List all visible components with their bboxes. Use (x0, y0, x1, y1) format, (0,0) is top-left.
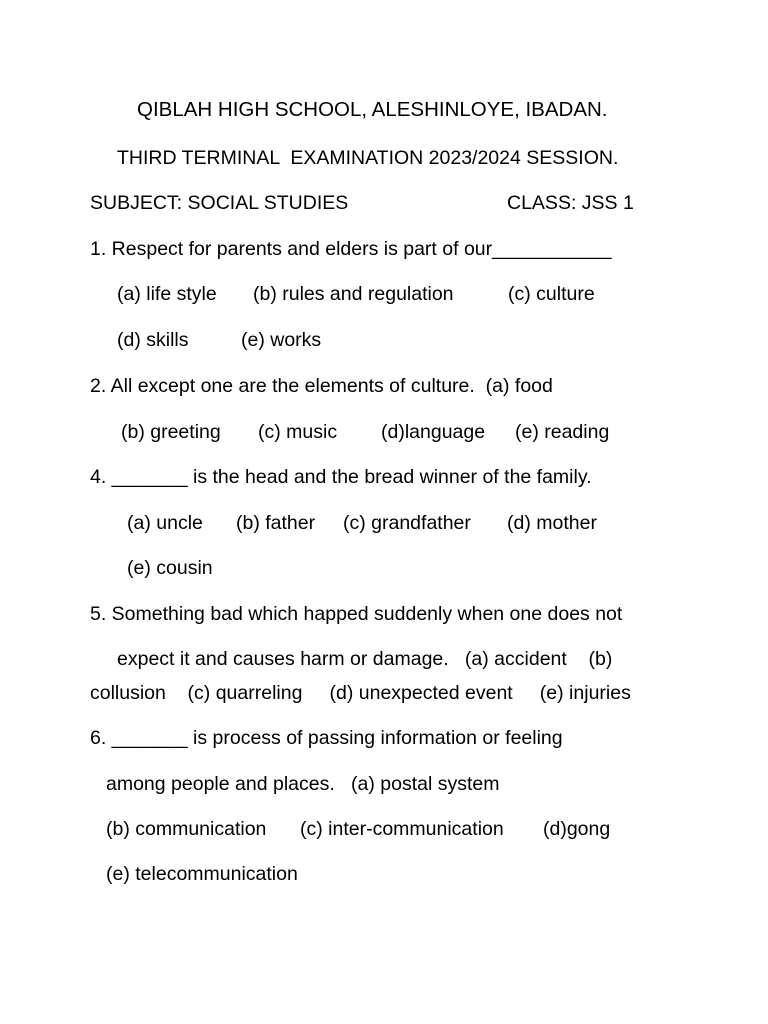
class-label: CLASS: JSS 1 (507, 192, 634, 214)
question-6-option-c: (c) inter-communication (300, 818, 504, 840)
question-1-option-d: (d) skills (117, 329, 189, 351)
question-2-stem: 2. All except one are the elements of culture. (a) food (90, 375, 553, 397)
question-5-stem-continued: expect it and causes harm or damage. (a) accident (b) (117, 648, 613, 670)
question-4-options-row-2 (0, 556, 213, 628)
question-6-stem-continued: among people and places. (a) postal system (106, 773, 500, 795)
question-5-options-line: collusion (c) quarreling (d) unexpected event (e) injuries (90, 682, 631, 704)
question-4-stem: 4. _______ is the head and the bread winner of the family. (90, 466, 592, 488)
question-4-option-a: (a) uncle (127, 512, 203, 534)
exam-title: THIRD TERMINAL EXAMINATION 2023/2024 SESSION. (117, 147, 619, 169)
question-6-option-e: (e) telecommunication (106, 863, 298, 885)
question-4-option-d: (d) mother (507, 512, 597, 534)
question-6-options-row-2 (0, 862, 298, 934)
question-1-option-e: (e) works (241, 329, 322, 351)
question-4-option-b: (b) father (236, 512, 316, 534)
question-1-option-c: (c) culture (508, 283, 595, 305)
question-2-option-d: (d)language (381, 421, 486, 443)
question-6-option-b: (b) communication (106, 818, 267, 840)
school-title: QIBLAH HIGH SCHOOL, ALESHINLOYE, IBADAN. (137, 98, 608, 121)
question-2-option-c: (c) music (258, 421, 338, 443)
subject-label: SUBJECT: SOCIAL STUDIES (90, 192, 349, 214)
question-2-option-b: (b) greeting (121, 421, 221, 443)
question-1-option-b: (b) rules and regulation (253, 283, 454, 305)
question-4-option-c: (c) grandfather (343, 512, 471, 534)
question-5-stem: 5. Something bad which happed suddenly when one does not (90, 603, 623, 625)
question-1-option-a: (a) life style (117, 283, 217, 305)
question-6-stem: 6. _______ is process of passing information or feeling (90, 727, 563, 749)
question-4-option-e: (e) cousin (127, 557, 213, 579)
question-1-stem: 1. Respect for parents and elders is part of our___________ (90, 238, 612, 260)
question-6-option-d: (d)gong (543, 818, 611, 840)
question-2-option-e: (e) reading (515, 421, 610, 443)
